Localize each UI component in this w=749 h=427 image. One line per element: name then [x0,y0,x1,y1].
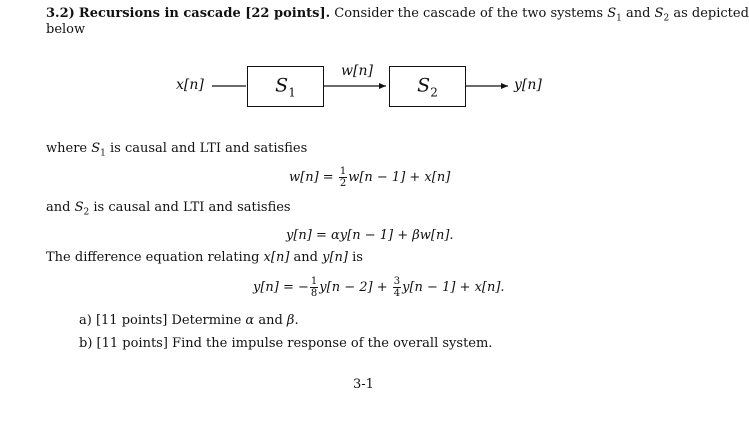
where-s1-text: where $S_1$ is causal and LTI and satisfies [46,141,308,159]
block-diagram [0,0,749,110]
input-signal-label: x[n] [176,77,204,93]
block-s1-label: $S_1$ [275,74,296,99]
difference-equation-intro: The difference equation relating x[n] and y[n] is [46,250,363,265]
s2-symbol: S [654,6,664,21]
part-b: b) [11 points] Find the impulse response of the overall system. [79,336,493,351]
output-arrowhead [501,83,508,89]
middle-signal-label: w[n] [341,63,373,79]
s1-symbol: S [607,6,617,21]
output-signal-label: y[n] [514,77,542,93]
block-s2 [389,66,466,107]
block-s2-label: $S_2$ [417,74,438,99]
block-s1 [247,66,324,107]
page-number: 3-1 [353,377,374,392]
equation-s2: y[n] = αy[n − 1] + βw[n]. [286,228,454,243]
intro-and: and [621,6,655,21]
problem-title: Recursions in cascade [22 points]. [78,6,331,21]
intro-line2: below [46,22,86,37]
problem-heading: 3.2) Recursions in cascade [22 points]. Consider the cascade of the two systems $S_1$ and $S_2$ as depicted [46,6,749,24]
and-s2-text: and $S_2$ is causal and LTI and satisfies [46,200,291,218]
middle-arrowhead [379,83,386,89]
equation-s1: w[n] = $\frac{1}{2}$ w[n − 1] + x[n] [289,166,451,189]
equation-overall: y[n] = − $\frac{1}{8}$ y[n − 2] + $\frac{3}{4}$ y[n − 1] + x[n]. [253,276,505,299]
intro-text-end: as depicted [669,6,749,21]
intro-text: Consider the cascade of the two systems [334,6,608,21]
problem-number: 3.2) [46,6,75,21]
part-a: a) [11 points] Determine α and β. [79,313,299,328]
